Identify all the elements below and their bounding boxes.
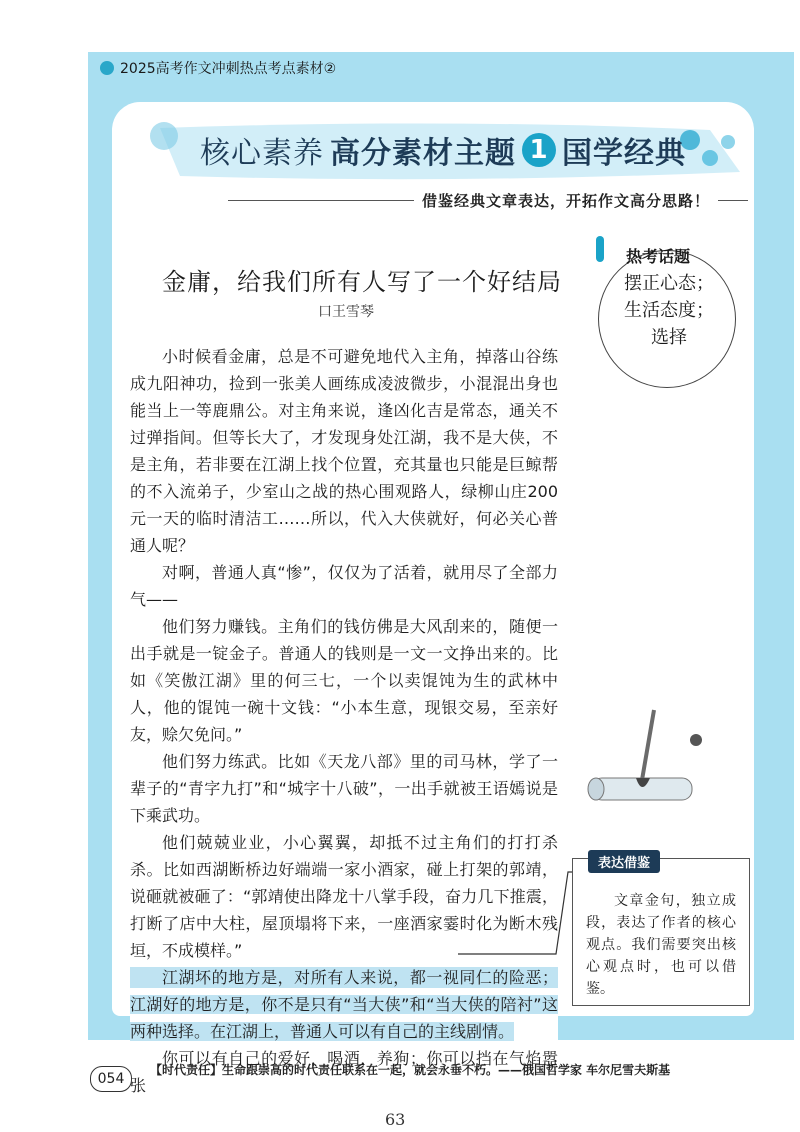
hot-topic-item: 摆正心态；	[624, 273, 714, 294]
paragraph: 他们努力赚钱。主角们的钱仿佛是大风刮来的，随便一出手就是一锭金子。普通人的钱则是一文一文挣出来的。比如《笑傲江湖》里的何三七，一个以卖馄饨为生的武林中人，他的馄饨一碗十文钱：“小本生意，现银交易，至亲好友，赊欠免问。”	[130, 617, 558, 744]
paragraph: 他们兢兢业业，小心翼翼，却抵不过主角们的打打杀杀。比如西湖断桥边好端端一家小酒家，碰上打架的郭靖，说砸就被砸了：“郭靖使出降龙十八掌手段，奋力几下推震，打断了店中大柱，屋顶塌将下来，一座酒家霎时化为断木残垣，不成模样。”	[130, 833, 558, 960]
callout-connector	[458, 868, 578, 958]
running-head-text: 2025高考作文冲刺热点考点素材②	[120, 61, 337, 77]
hot-topic-item: 选择	[651, 327, 687, 348]
paragraph: 小时候看金庸，总是不可避免地代入主角，掉落山谷练成九阳神功，捡到一张美人画练成凌波微步，小混混出身也能当上一等鹿鼎公。对主角来说，逢凶化吉是常态，通关不过弹指间。但等长大了，才发现身处江湖，我不是大侠，不是主角，若非要在江湖上找个位置，充其量也只能是巨鲸帮的不入流弟子，少室山之战的热心围观路人，绿柳山庄200元一天的临时清洁工……所以，代入大侠就好，何必关心普通人呢？	[130, 347, 558, 555]
subtitle-rule-left	[228, 200, 414, 201]
paragraph: 你可以有自己的爱好，喝酒，养狗；你可以挡在气焰嚣张	[130, 1049, 558, 1095]
article-author: 口王雪琴	[318, 304, 374, 320]
article-title: 金庸，给我们所有人写了一个好结局	[162, 268, 562, 296]
banner-subtitle	[228, 190, 748, 211]
hot-topic-list	[604, 270, 734, 351]
article-body	[130, 343, 558, 1099]
topic-number-badge: 1	[522, 133, 556, 167]
paragraph: 他们努力练武。比如《天龙八部》里的司马林，学了一辈子的“青字九打”和“城字十八破”，一出手就被王语嫣说是下乘武功。	[130, 752, 558, 825]
banner-topic: 国学经典	[562, 136, 686, 171]
flower-icon	[100, 61, 114, 75]
banner-title	[200, 128, 686, 172]
banner-subtitle-text: 借鉴经典文章表达，开拓作文高分思路！	[421, 192, 710, 210]
paragraph: 对啊，普通人真“惨”，仅仅为了活着，就用尽了全部力气——	[130, 563, 558, 609]
expression-tag: 表达借鉴	[588, 850, 660, 873]
hot-topic-item: 生活态度；	[624, 300, 714, 321]
brush-scroll-icon	[584, 700, 714, 820]
expression-text: 文章金句，独立成段，表达了作者的核心观点。我们需要突出核心观点时，也可以借鉴。	[586, 893, 736, 997]
hot-topic-label: 热考话题	[626, 247, 691, 266]
subtitle-rule-right	[718, 200, 748, 201]
highlighted-paragraph	[130, 964, 558, 1045]
page-number: 054	[90, 1066, 132, 1092]
bottom-page-number: 63	[385, 1110, 406, 1129]
banner-title-pre: 核心素养	[200, 136, 324, 171]
highlighted-text: 江湖坏的地方是，对所有人来说，都一视同仁的险恶；江湖好的地方是，你不是只有“当大侠”和“当大侠的陪衬”这两种选择。在江湖上，普通人可以有自己的主线剧情。	[130, 968, 558, 1041]
footer-quote: 【时代责任】生命跟崇高的时代责任联系在一起，就会永垂不朽。——俄国哲学家 车尔尼雪夫斯基	[150, 1063, 671, 1077]
hot-topic-bar	[596, 236, 604, 262]
banner-title-bold: 高分素材主题	[330, 136, 516, 171]
running-head	[100, 58, 336, 78]
